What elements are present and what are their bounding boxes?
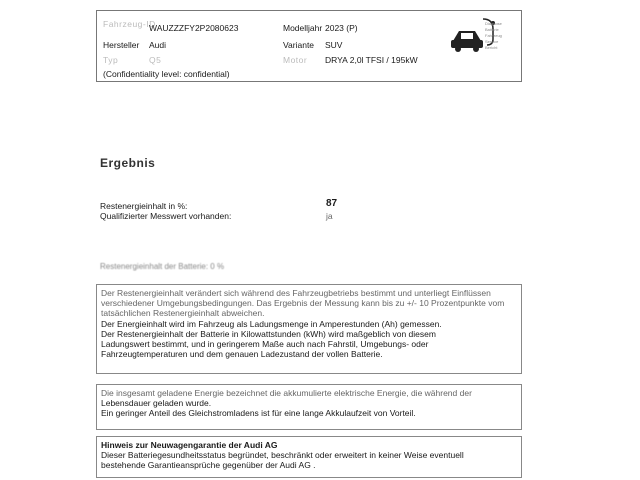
motor-label: Motor	[283, 55, 308, 65]
info-line: Der Restenergieinhalt der Batterie in Kilowattstunden (kWh) wird maßgeblich von diesem	[101, 328, 436, 339]
typ-label: Typ	[103, 55, 119, 65]
info-line: Fahrzeugtemperaturen und dem genauen Ladezustand der vollen Batterie.	[101, 349, 383, 360]
info-line: bestehende Garantieansprüche gegenüber der Audi AG .	[101, 460, 316, 471]
qualified-measurement-value: ja	[326, 211, 333, 221]
info-line: Dieser Batteriegesundheitsstatus begründet, beschränkt oder erweitert in keiner Weise eventuell	[101, 450, 464, 461]
motor-value: DRYA 2,0l TFSI / 195kW	[325, 55, 418, 65]
warranty-notice-box	[96, 436, 522, 478]
variante-value: SUV	[325, 40, 343, 50]
car-diagnostic-icon	[449, 13, 519, 61]
info-line: Die insgesamt geladene Energie bezeichnet die akkumulierte elektrische Energie, die während der	[101, 388, 472, 398]
modeljahr-value: 2023 (P)	[325, 23, 358, 33]
qualified-measurement-label: Qualifizierter Messwert vorhanden:	[100, 211, 232, 221]
rest-energy-value: 87	[326, 198, 338, 209]
rest-energy-info-box	[96, 284, 522, 374]
variante-label: Variante	[283, 40, 315, 50]
info-line: Ein geringer Anteil des Gleichstromladens ist für eine lange Akkulaufzeit von Vorteil.	[101, 408, 416, 419]
hersteller-value: Audi	[149, 40, 167, 50]
info-line: verschiedener Umgebungsbedingungen. Das Ergebnis der Messung kann bis zu +/- 10 Prozentpunkte vom	[101, 298, 505, 309]
info-line: Ladungswert bestimmt, und in geringerem Maße auch nach Fahrstil, Umgebungs- oder	[101, 339, 429, 350]
ghost-line: Restenergieinhalt der Batterie: 0 %	[100, 262, 225, 271]
rest-energy-label: Restenergieinhalt in %:	[100, 201, 188, 211]
modeljahr-label: Modelljahr	[283, 23, 323, 33]
vin-value: WAUZZZFY2P2080623	[149, 23, 239, 33]
hersteller-label: Hersteller	[103, 40, 140, 50]
info-line: Der Energieinhalt wird im Fahrzeug als Ladungsmenge in Amperestunden (Ah) gemessen.	[101, 318, 442, 329]
fahrzeug-id-label: Fahrzeug-ID	[103, 19, 156, 29]
logo-caption: Diagnose Batterie Fahrzeug Service Bericht	[485, 21, 502, 50]
info-line: tatsächlichen Restenergieinhalt abweichen.	[101, 308, 265, 319]
vehicle-header-box	[96, 10, 522, 82]
info-line: Lebensdauer geladen wurde.	[101, 398, 212, 409]
result-title: Ergebnis	[100, 156, 156, 170]
info-line: Der Restenergieinhalt verändert sich während des Fahrzeugbetriebs bestimmt und unterliegt Einflüssen	[101, 288, 491, 298]
report-logo	[449, 13, 519, 61]
typ-value: Q5	[149, 55, 162, 65]
charged-energy-info-box	[96, 384, 522, 430]
confidentiality-note: (Confidentiality level: confidential)	[103, 69, 230, 79]
warranty-title: Hinweis zur Neuwagengarantie der Audi AG	[101, 440, 278, 450]
